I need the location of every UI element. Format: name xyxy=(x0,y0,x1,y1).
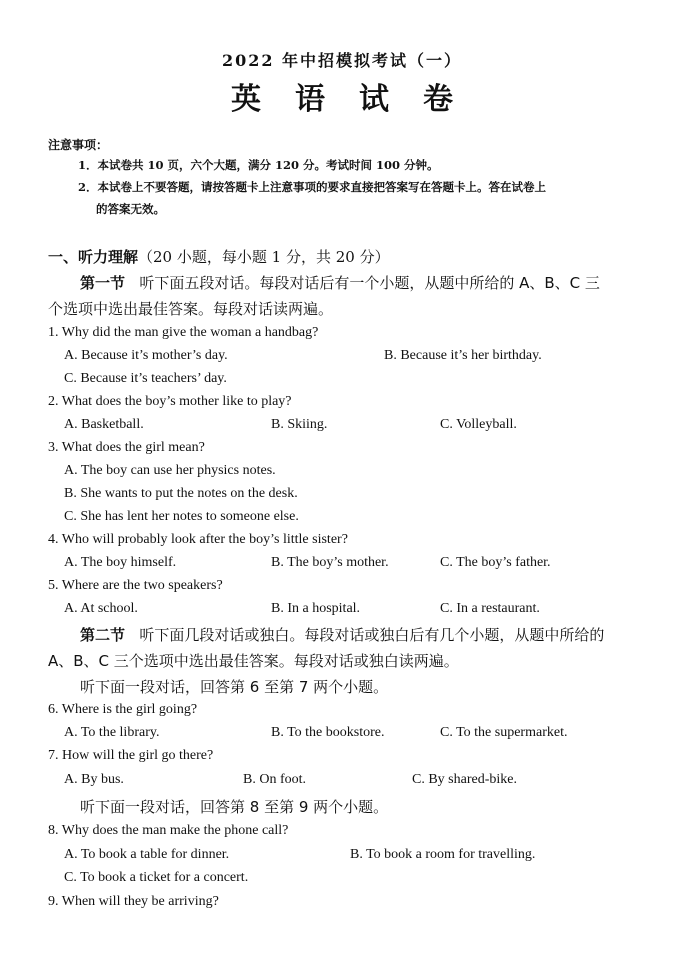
part2-label: 第二节 xyxy=(80,626,126,644)
part1-instruction-cont: 个选项中选出最佳答案。每段对话读两遍。 xyxy=(48,300,334,318)
section1-title: 一、听力理解 xyxy=(48,248,139,266)
part1-text: 听下面五段对话。每段对话后有一个小题，从题中所给的 A、B、C 三 xyxy=(139,274,600,292)
option-c: C. To book a ticket for a concert. xyxy=(64,870,249,885)
option-a: A. To book a table for dinner. xyxy=(64,847,230,862)
notice-item-1: 1．本试卷共 10 页，六个大题，满分 120 分。考试时间 100 分钟。 xyxy=(78,158,439,172)
option-a: A. At school. xyxy=(64,601,138,616)
option-b: B. The boy’s mother. xyxy=(271,555,389,570)
option-b: B. In a hospital. xyxy=(271,601,361,616)
notice-heading: 注意事项： xyxy=(48,138,109,152)
option-a: A. The boy can use her physics notes. xyxy=(64,463,276,478)
question-stem: 7. How will the girl go there? xyxy=(48,748,214,763)
section1-heading xyxy=(48,246,390,267)
notice-item-2-cont: 的答案无效。 xyxy=(96,202,165,216)
question-stem: 6. Where is the girl going? xyxy=(48,702,198,717)
part1-instruction xyxy=(80,272,600,293)
part2-text: 听下面几段对话或独白。每段对话或独白后有几个小题，从题中所给的 xyxy=(139,626,605,644)
option-c: C. By shared-bike. xyxy=(412,772,517,787)
option-a: A. Because it’s mother’s day. xyxy=(64,348,228,363)
option-a: A. By bus. xyxy=(64,772,124,787)
option-b: B. To book a room for travelling. xyxy=(350,847,536,862)
exam-title: 2022 年中招模拟考试（一） xyxy=(221,51,463,70)
option-c: C. Volleyball. xyxy=(440,417,517,432)
question-stem: 3. What does the girl mean? xyxy=(48,440,205,455)
dialogue-instruction-8-9: 听下面一段对话，回答第 8 至第 9 两个小题。 xyxy=(80,798,389,816)
option-c: C. She has lent her notes to someone else. xyxy=(64,509,299,524)
option-b: B. To the bookstore. xyxy=(271,725,385,740)
question-stem: 9. When will they be arriving? xyxy=(48,894,219,909)
notice-item-2: 2．本试卷上不要答题，请按答题卡上注意事项的要求直接把答案写在答题卡上。答在试卷上 xyxy=(78,180,546,194)
part1-label: 第一节 xyxy=(80,274,126,292)
option-b: B. She wants to put the notes on the desk. xyxy=(64,486,298,501)
option-b: B. On foot. xyxy=(243,772,306,787)
option-a: A. Basketball. xyxy=(64,417,144,432)
option-b: B. Because it’s her birthday. xyxy=(384,348,542,363)
question-stem: 2. What does the boy’s mother like to play? xyxy=(48,394,292,409)
subject-title: 英语试卷 xyxy=(231,82,487,117)
part2-instruction xyxy=(80,624,604,645)
section1-detail: （20 小题，每小题 1 分，共 20 分） xyxy=(138,248,390,266)
question-stem: 8. Why does the man make the phone call? xyxy=(48,823,289,838)
option-c: C. The boy’s father. xyxy=(440,555,551,570)
part2-instruction-cont: A、B、C 三个选项中选出最佳答案。每段对话或独白读两遍。 xyxy=(48,652,459,670)
dialogue-instruction-6-7: 听下面一段对话，回答第 6 至第 7 两个小题。 xyxy=(80,678,389,696)
question-stem: 5. Where are the two speakers? xyxy=(48,578,223,593)
question-stem: 4. Who will probably look after the boy’s little sister? xyxy=(48,532,348,547)
option-a: A. To the library. xyxy=(64,725,160,740)
option-c: C. In a restaurant. xyxy=(440,601,540,616)
option-c: C. Because it’s teachers’ day. xyxy=(64,371,227,386)
option-b: B. Skiing. xyxy=(271,417,328,432)
option-a: A. The boy himself. xyxy=(64,555,177,570)
option-c: C. To the supermarket. xyxy=(440,725,568,740)
question-stem: 1. Why did the man give the woman a handbag? xyxy=(48,325,319,340)
